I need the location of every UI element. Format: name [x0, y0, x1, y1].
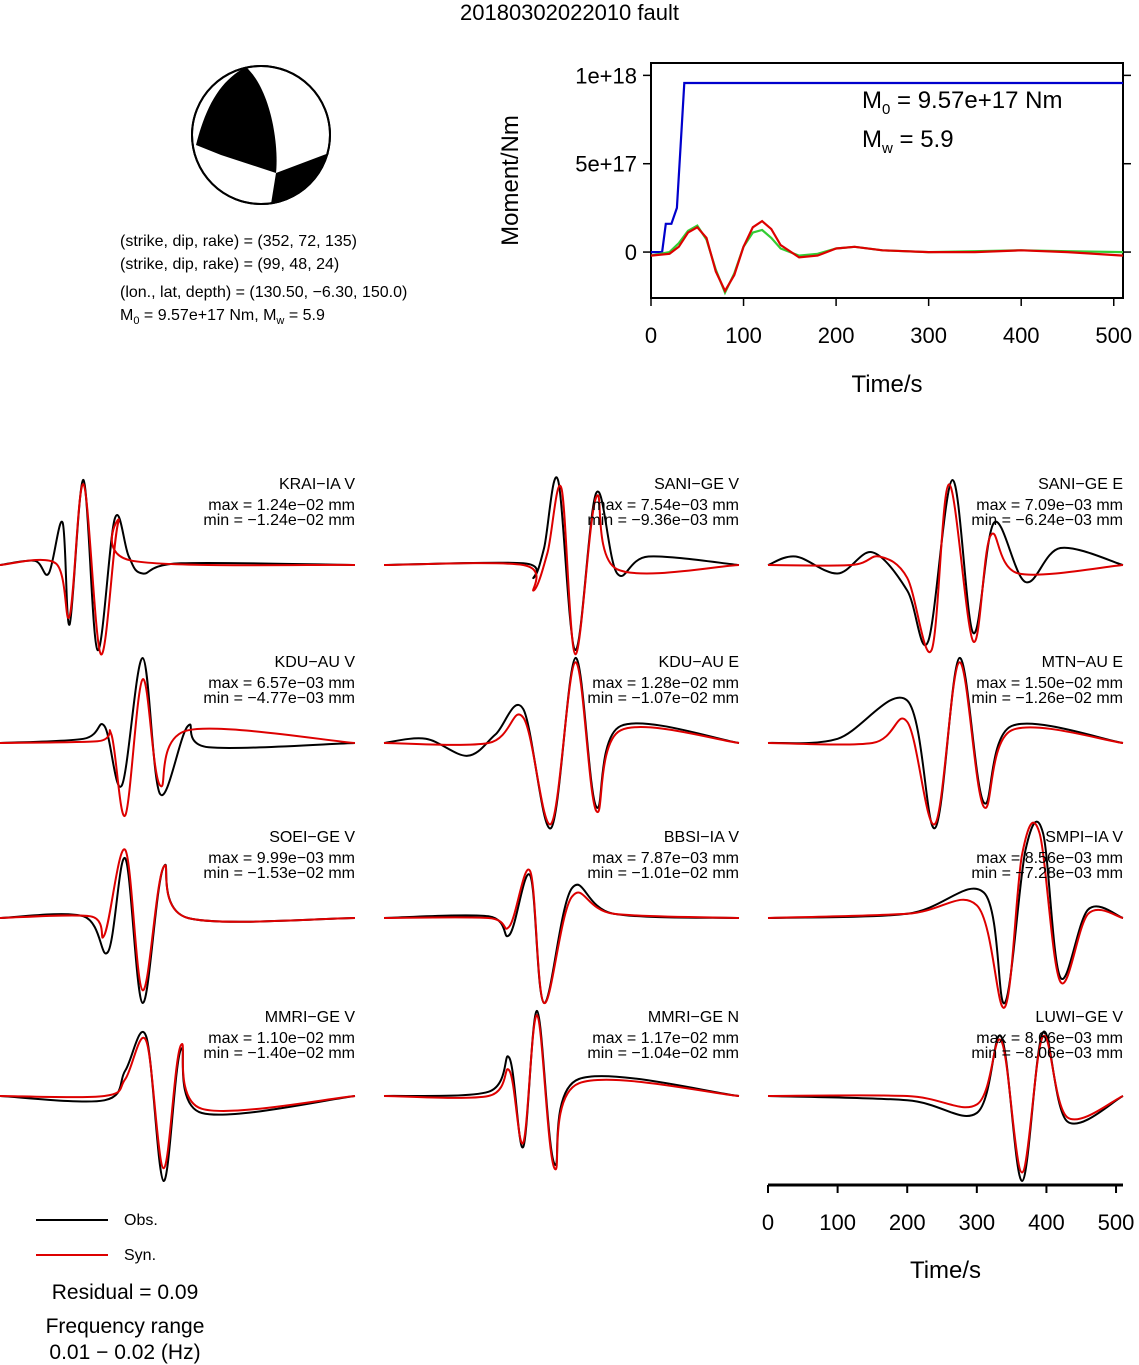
moment-line: $M_0 = 9.57e+17$ Nm, $M_w = 5.9$: [120, 307, 325, 328]
station-name: MMRI−GE N: [647, 1009, 739, 1026]
residual: Residual = 0.09: [51, 1281, 199, 1304]
station-max: max = 7.09e−03 mm: [976, 497, 1123, 514]
x-tick-label: 200: [817, 323, 855, 348]
station-name: SOEI−GE V: [269, 829, 355, 846]
station-min: min = −1.04e−02 mm: [587, 1045, 739, 1062]
station-header: [384, 1010, 739, 1061]
station-max: max = 8.56e−03 mm: [976, 850, 1123, 867]
station-name: SMPI−IA V: [1045, 829, 1123, 846]
y-tick-label: 1e+18: [575, 63, 637, 89]
station-header: [768, 1010, 1123, 1061]
station-header: [0, 1010, 355, 1061]
moment-chart: [0, 0, 1139, 420]
time-axis-tick-label: 400: [1028, 1210, 1065, 1235]
time-axis-tick-label: 100: [819, 1210, 856, 1235]
plane-1: (strike, dip, rake) = (352, 72, 135): [120, 233, 357, 250]
station-name: SANI−GE V: [654, 476, 739, 493]
station-name: SANI−GE E: [1038, 476, 1123, 493]
station-header: [0, 477, 355, 528]
station-name: KDU−AU V: [274, 654, 355, 671]
x-tick-label: 400: [1002, 323, 1040, 348]
legend-syn-line: [36, 1247, 111, 1267]
plane-2: (strike, dip, rake) = (99, 48, 24): [120, 256, 340, 273]
station-header: [384, 830, 739, 881]
mw-annotation: $M_w = 5.9$: [862, 125, 954, 157]
station-min: min = −1.24e−02 mm: [203, 512, 355, 529]
station-max: max = 9.99e−03 mm: [208, 850, 355, 867]
legend-syn-label: Syn.: [124, 1247, 157, 1264]
station-name: LUWI−GE V: [1035, 1009, 1123, 1026]
time-axis-tick-label: 300: [958, 1210, 996, 1235]
station-max: max = 7.54e−03 mm: [592, 497, 739, 514]
x-tick-label: 0: [644, 323, 658, 348]
time-axis-tick-label: 0: [761, 1210, 775, 1235]
legend-obs-label: Obs.: [124, 1212, 158, 1229]
y-tick-label: 5e+17: [575, 151, 637, 177]
station-name: KRAI−IA V: [278, 476, 355, 493]
station-min: min = −1.07e−02 mm: [587, 690, 739, 707]
station-min: min = −1.26e−02 mm: [971, 690, 1123, 707]
station-name: MMRI−GE V: [264, 1009, 355, 1026]
station-min: min = −4.77e−03 mm: [203, 690, 355, 707]
station-min: min = −1.53e−02 mm: [203, 865, 355, 882]
station-max: max = 1.17e−02 mm: [592, 1030, 739, 1047]
station-min: min = −1.40e−02 mm: [203, 1045, 355, 1062]
time-axis-tick-label: 200: [888, 1210, 926, 1235]
y-tick-label: 0: [624, 240, 637, 266]
red-curve: [651, 221, 1123, 291]
x-tick-label: 300: [910, 323, 948, 348]
station-max: max = 1.50e−02 mm: [976, 675, 1123, 692]
station-max: max = 7.87e−03 mm: [592, 850, 739, 867]
time-axis-label: Time/s: [909, 1257, 982, 1284]
station-max: max = 1.24e−02 mm: [208, 497, 355, 514]
station-max: max = 1.28e−02 mm: [592, 675, 739, 692]
frequency-label: Frequency range: [45, 1315, 205, 1338]
station-max: max = 8.66e−03 mm: [976, 1030, 1123, 1047]
moment-annotation: [862, 86, 1062, 164]
station-name: KDU−AU E: [658, 654, 739, 671]
station-header: [384, 655, 739, 706]
y-axis-label: Moment/Nm: [497, 115, 524, 246]
waveform-time-axis: [0, 1170, 1139, 1290]
station-header: [768, 477, 1123, 528]
station-header: [768, 830, 1123, 881]
station-min: min = −6.24e−03 mm: [971, 512, 1123, 529]
x-axis-label: Time/s: [851, 371, 923, 398]
station-header: [768, 655, 1123, 706]
station-min: min = −1.01e−02 mm: [587, 865, 739, 882]
station-header: [0, 830, 355, 881]
station-min: min = −7.28e−03 mm: [971, 865, 1123, 882]
station-name: MTN−AU E: [1041, 654, 1123, 671]
location: (lon., lat, depth) = (130.50, −6.30, 150.0): [120, 284, 408, 301]
station-min: min = −9.36e−03 mm: [587, 512, 739, 529]
time-axis-tick-label: 500: [1097, 1210, 1135, 1235]
station-max: max = 6.57e−03 mm: [208, 675, 355, 692]
station-header: [0, 655, 355, 706]
frequency-value: 0.01 − 0.02 (Hz): [49, 1341, 201, 1364]
station-header: [384, 477, 739, 528]
x-tick-label: 500: [1095, 323, 1133, 348]
station-name: BBSI−IA V: [663, 829, 739, 846]
station-max: max = 1.10e−02 mm: [208, 1030, 355, 1047]
m0-annotation: $M_0 = 9.57e+17$ Nm: [862, 87, 1063, 118]
legend-obs-line: [36, 1212, 111, 1232]
page-title: 20180302022010 fault: [460, 0, 679, 25]
station-min: min = −8.06e−03 mm: [971, 1045, 1123, 1062]
x-tick-label: 100: [725, 323, 762, 348]
